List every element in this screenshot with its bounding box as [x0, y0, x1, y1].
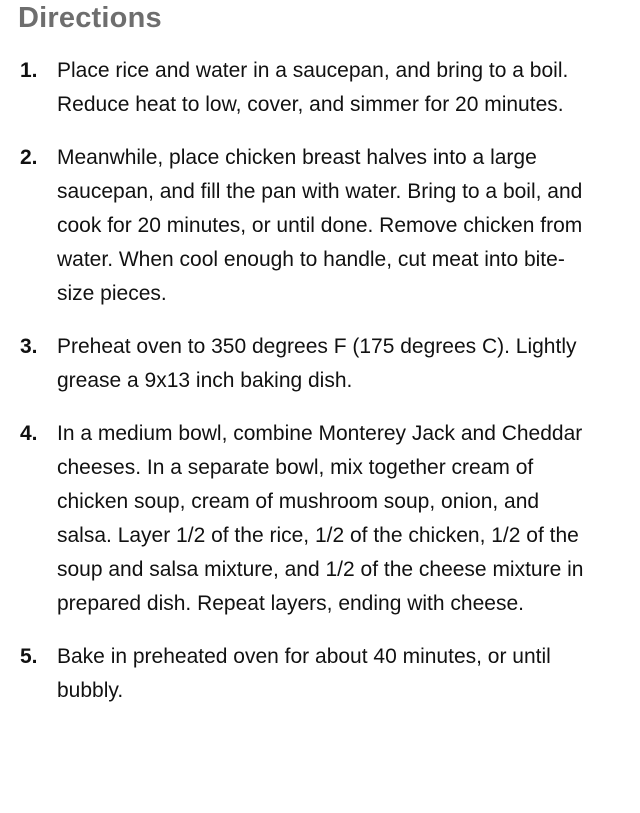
step-number: 2. [20, 146, 38, 169]
directions-heading: Directions [18, 2, 162, 34]
direction-step-1 [0, 54, 640, 122]
step-text: Preheat oven to 350 degrees F (175 degrees C). Lightly grease a 9x13 inch baking dish. [57, 335, 577, 392]
step-text: In a medium bowl, combine Monterey Jack and Cheddar cheeses. In a separate bowl, mix together cream of chicken soup, cream of mushroom soup, onion, and salsa. Layer 1/2 of the rice, 1/2 of the chicken, 1/2 of the soup and salsa mixture, and 1/2 of the cheese mixture in prepared dish. Repeat layers, ending with cheese. [57, 422, 584, 615]
step-number: 4. [20, 422, 38, 445]
step-number: 3. [20, 335, 38, 358]
step-number: 5. [20, 645, 38, 668]
step-text: Meanwhile, place chicken breast halves into a large saucepan, and fill the pan with water. Bring to a boil, and cook for 20 minutes, or until done. Remove chicken from water. When cool enough to handle, cut meat into bite-size pieces. [57, 146, 583, 305]
step-number: 1. [20, 59, 38, 82]
direction-step-5 [0, 640, 640, 708]
direction-step-4 [0, 417, 640, 621]
direction-step-2 [0, 141, 640, 311]
step-text: Bake in preheated oven for about 40 minutes, or until bubbly. [57, 645, 551, 702]
step-text: Place rice and water in a saucepan, and bring to a boil. Reduce heat to low, cover, and simmer for 20 minutes. [57, 59, 569, 116]
directions-list [0, 54, 640, 727]
direction-step-3 [0, 330, 640, 398]
